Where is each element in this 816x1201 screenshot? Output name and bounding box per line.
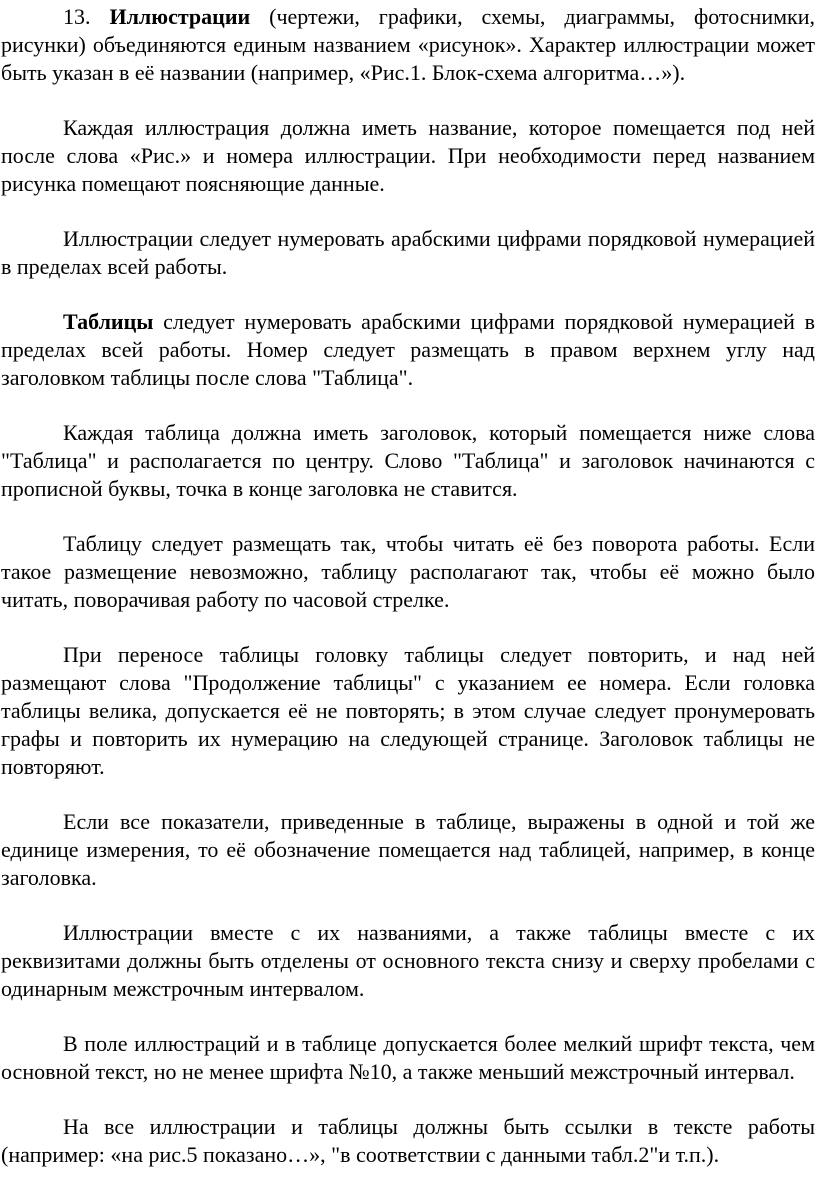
- paragraph-text: Иллюстрации следует нумеровать арабскими цифрами порядковой нумерацией в пределах всей работы.: [1, 226, 815, 279]
- paragraph-text: Таблицу следует размещать так, чтобы читать её без поворота работы. Если такое размещение невозможно, таблицу располагают так, чтобы её можно было читать, поворачивая работу по часовой стрелке.: [1, 531, 815, 612]
- paragraph-text: При переносе таблицы головку таблицы следует повторить, и над ней размещают слова "Продолжение таблицы" с указанием ее номера. Если головка таблицы велика, допускается её не повторять; в этом случае следует пронумеровать графы и повторить их нумерацию на следующей странице. Заголовок таблицы не повторяют.: [1, 642, 815, 779]
- paragraph-table-continuation: [1, 641, 815, 781]
- paragraph-text: Каждая таблица должна иметь заголовок, который помещается ниже слова "Таблица" и располагается по центру. Слово "Таблица" и заголовок начинаются с прописной буквы, точка в конце заголовка не ставится.: [1, 420, 815, 501]
- paragraph-table-placement: [1, 530, 815, 614]
- paragraph-table-heading: [1, 419, 815, 503]
- paragraph-illustration-numbering: [1, 225, 815, 281]
- paragraph-text: Если все показатели, приведенные в таблице, выражены в одной и той же единице измерения, то её обозначение помещается над таблицей, например, в конце заголовка.: [1, 809, 815, 890]
- paragraph-tables-numbering: [1, 308, 815, 392]
- paragraph-illustrations-definition: [1, 3, 815, 87]
- paragraph-units-of-measure: [1, 808, 815, 892]
- paragraph-text: Иллюстрации вместе с их названиями, а также таблицы вместе с их реквизитами должны быть отделены от основного текста снизу и сверху пробелами с одинарным межстрочным интервалом.: [1, 920, 815, 1001]
- paragraph-text: В поле иллюстраций и в таблице допускается более мелкий шрифт текста, чем основной текст, но не менее шрифта №10, а также меньший межстрочный интервал.: [1, 1031, 815, 1084]
- paragraph-text: Каждая иллюстрация должна иметь название, которое помещается под ней после слова «Рис.» и номера иллюстрации. При необходимости перед названием рисунка помещают поясняющие данные.: [1, 115, 815, 196]
- term-tables: Таблицы: [63, 309, 154, 334]
- term-illustrations: Иллюстрации: [109, 4, 251, 29]
- paragraph-font-size: [1, 1030, 815, 1086]
- paragraph-text: На все иллюстрации и таблицы должны быть ссылки в тексте работы (например: «на рис.5 показано…», "в соответствии с данными табл.2"и т.п.).: [1, 1114, 815, 1167]
- paragraph-references: [1, 1113, 815, 1169]
- paragraph-text: следует нумеровать арабскими цифрами порядковой нумерацией в пределах всей работы. Номер следует размещать в правом верхнем углу над заголовком таблицы после слова "Таблица".: [1, 309, 815, 390]
- paragraph-spacing: [1, 919, 815, 1003]
- paragraph-text: (чертежи, графики, схемы, диаграммы, фотоснимки, рисунки) объединяются единым названием «рисунок». Характер иллюстрации может быть указан в её названии (например, «Рис.1. Блок-схема алгоритма…»).: [1, 4, 815, 85]
- item-number: 13.: [63, 4, 110, 29]
- paragraph-illustration-caption: [1, 114, 815, 198]
